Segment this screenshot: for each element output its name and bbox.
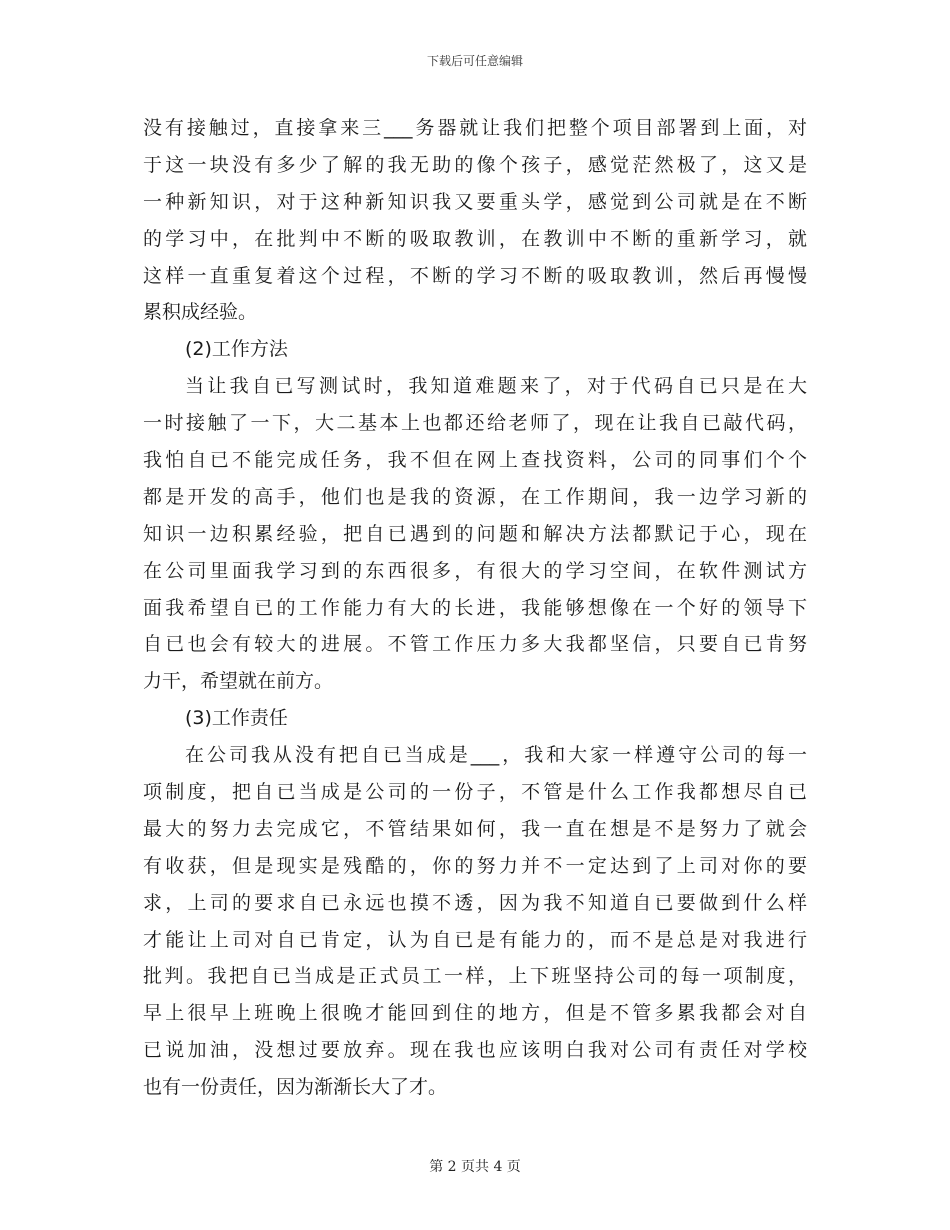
section-heading-work-responsibility: (3)工作责任 — [185, 707, 288, 730]
body-line: 都是开发的高手，他们也是我的资源，在工作期间，我一边学习新的 — [143, 485, 807, 508]
body-line: 力干，希望就在前方。 — [143, 670, 334, 693]
document-body — [143, 110, 807, 1106]
body-line: 我怕自已不能完成任务，我不但在网上查找资料，公司的同事们个个 — [143, 449, 807, 472]
body-line: 知识一边积累经验，把自已遇到的问题和解决方法都默记于心，现在 — [143, 522, 807, 545]
page-header: 下载后可任意编辑 — [426, 54, 523, 68]
body-line: 的学习中，在批判中不断的吸取教训，在教训中不断的重新学习，就 — [143, 227, 807, 250]
body-line: 面我希望自已的工作能力有大的长进，我能够想像在一个好的领导下 — [143, 596, 807, 619]
body-line: 没有接触过，直接拿来三___务器就让我们把整个项目部署到上面，对 — [143, 117, 807, 139]
body-line: 于这一块没有多少了解的我无助的像个孩子，感觉茫然极了，这又是 — [143, 153, 807, 176]
body-line: 最大的努力去完成它，不管结果如何，我一直在想是不是努力了就会 — [143, 817, 807, 840]
body-line: 这样一直重复着这个过程，不断的学习不断的吸取教训，然后再慢慢 — [143, 264, 807, 287]
body-line: 当让我自已写测试时，我知道难题来了，对于代码自已只是在大 — [185, 375, 807, 398]
body-line: 早上很早上班晚上很晚才能回到住的地方，但是不管多累我都会对自 — [143, 1002, 807, 1025]
body-line: 一时接触了一下，大二基本上也都还给老师了，现在让我自已敲代码， — [143, 412, 807, 435]
section-heading-work-method: (2)工作方法 — [185, 338, 288, 361]
body-line: 批判。我把自已当成是正式员工一样，上下班坚持公司的每一项制度， — [143, 965, 807, 988]
body-line: 一种新知识，对于这种新知识我又要重头学，感觉到公司就是在不断 — [143, 190, 807, 213]
body-line: 累积成经验。 — [143, 301, 258, 324]
body-line: 才能让上司对自已肯定，认为自已是有能力的，而不是总是对我进行 — [143, 928, 807, 951]
body-line: 也有一份责任，因为渐渐长大了才。 — [143, 1076, 448, 1099]
body-line: 自已也会有较大的进展。不管工作压力多大我都坚信，只要自已肯努 — [143, 633, 807, 656]
body-line: 在公司我从没有把自已当成是___，我和大家一样遵守公司的每一 — [185, 744, 807, 767]
body-line: 有收获，但是现实是残酷的，你的努力并不一定达到了上司对你的要 — [143, 854, 807, 877]
page-number: 第 2 页共 4 页 — [429, 1159, 521, 1175]
body-line: 求，上司的要求自已永远也摸不透，因为我不知道自已要做到什么样 — [143, 891, 807, 914]
body-line: 在公司里面我学习到的东西很多，有很大的学习空间，在软件测试方 — [143, 559, 807, 582]
body-line: 项制度，把自已当成是公司的一份子，不管是什么工作我都想尽自已 — [143, 781, 807, 804]
body-line: 已说加油，没想过要放弃。现在我也应该明白我对公司有责任对学校 — [143, 1039, 807, 1062]
